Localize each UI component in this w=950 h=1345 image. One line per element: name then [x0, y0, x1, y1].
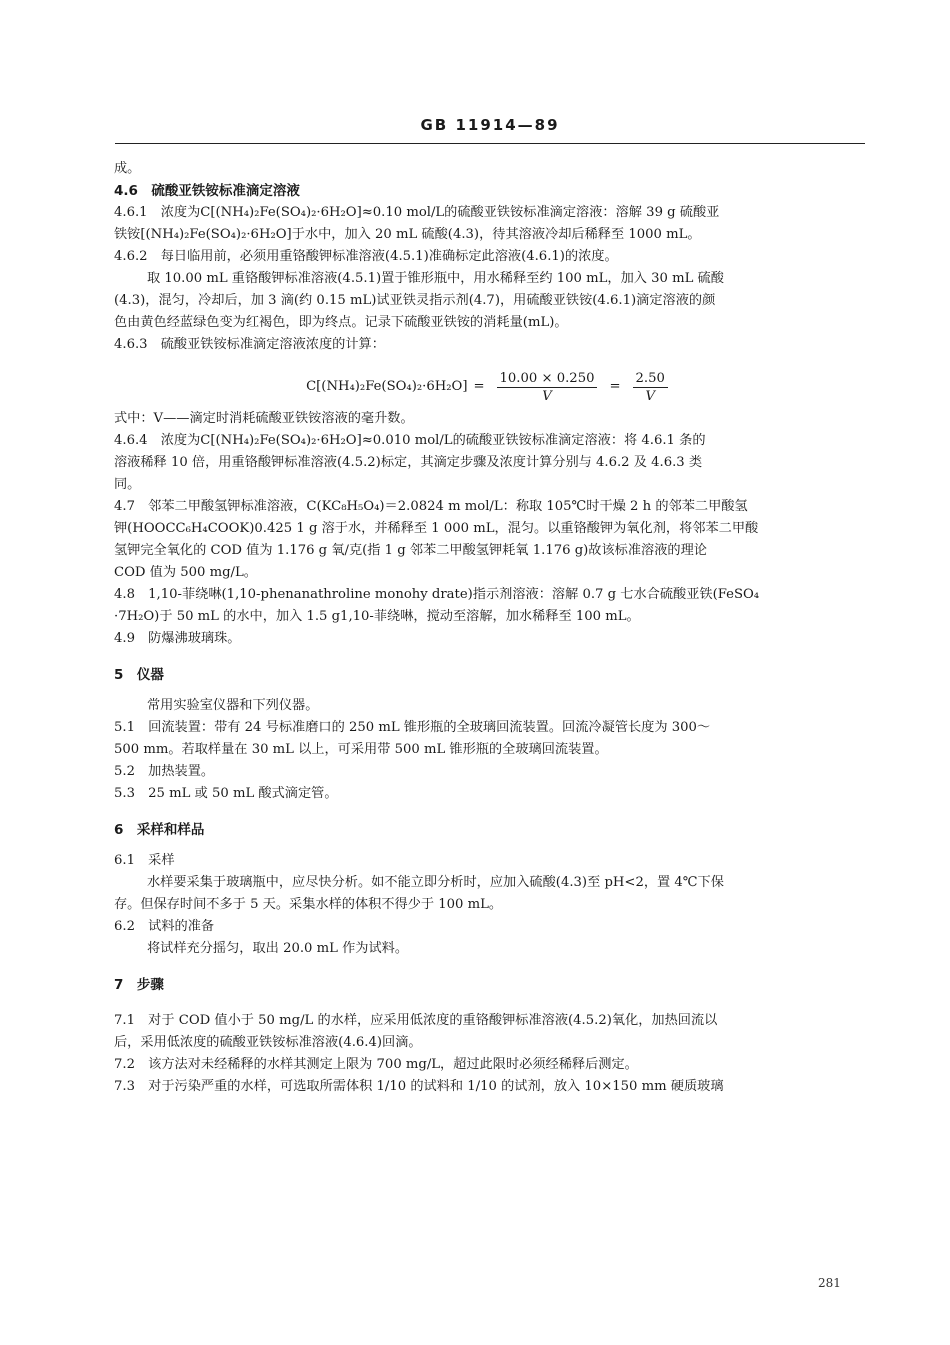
text-line: 铁铵[(NH₄)₂Fe(SO₄)₂·6H₂O]于水中，加入 20 mL 硫酸(4.3)，待其溶液冷却后稀释至 1000 mL。	[114, 227, 701, 242]
text-line: 4.9 防爆沸玻璃珠。	[114, 631, 241, 646]
text-line: 氢钾完全氧化的 COD 值为 1.176 g 氧/克(指 1 g 邻苯二甲酸氢钾耗氧 1.176 g)故该标准溶液的理论	[114, 543, 707, 558]
formula-fraction-1	[497, 370, 598, 405]
formula-denominator-1: V	[542, 388, 552, 404]
text-line: 5.3 25 mL 或 50 mL 酸式滴定管。	[114, 786, 338, 801]
text-line: 成。	[114, 161, 141, 176]
formula-equals: =	[473, 379, 485, 394]
header-rule	[115, 143, 865, 144]
text-line: 后，采用低浓度的硫酸亚铁铵标准溶液(4.6.4)回滴。	[114, 1035, 422, 1050]
text-line: 7.1 对于 COD 值小于 50 mg/L 的水样，应采用低浓度的重铬酸钾标准溶液(4.5.2)氧化，加热回流以	[114, 1013, 718, 1028]
section-heading-7: 7 步骤	[114, 977, 164, 993]
formula-equals: =	[609, 379, 621, 394]
text-line: 将试样充分摇匀，取出 20.0 mL 作为试料。	[147, 941, 409, 956]
text-line: 存。但保存时间不多于 5 天。采集水样的体积不得少于 100 mL。	[114, 897, 503, 912]
text-line: 常用实验室仪器和下列仪器。	[147, 698, 319, 713]
text-line: 5.1 回流装置：带有 24 号标准磨口的 250 mL 锥形瓶的全玻璃回流装置。回流冷凝管长度为 300～	[114, 720, 711, 735]
text-line: 4.6.1 浓度为C[(NH₄)₂Fe(SO₄)₂·6H₂O]≈0.10 mol/L的硫酸亚铁铵标准滴定溶液：溶解 39 g 硫酸亚	[114, 205, 720, 220]
text-line: (4.3)，混匀，冷却后，加 3 滴(约 0.15 mL)试亚铁灵指示剂(4.7)，用硫酸亚铁铵(4.6.1)滴定溶液的颜	[114, 293, 716, 308]
text-line: 式中：V——滴定时消耗硫酸亚铁铵溶液的毫升数。	[114, 411, 414, 426]
text-line: 7.3 对于污染严重的水样，可选取所需体积 1/10 的试料和 1/10 的试剂，放入 10×150 mm 硬质玻璃	[114, 1079, 724, 1094]
text-line: 4.7 邻苯二甲酸氢钾标准溶液，C(KC₈H₅O₄)＝2.0824 m mol/L：称取 105℃时干燥 2 h 的邻苯二甲酸氢	[114, 499, 748, 514]
text-line: 取 10.00 mL 重铬酸钾标准溶液(4.5.1)置于锥形瓶中，用水稀释至约 100 mL，加入 30 mL 硫酸	[147, 271, 724, 286]
formula-fraction-2	[633, 370, 668, 405]
text-line: 4.6.4 浓度为C[(NH₄)₂Fe(SO₄)₂·6H₂O]≈0.010 mol/L的硫酸亚铁铵标准滴定溶液：将 4.6.1 条的	[114, 433, 706, 448]
text-line: 钾(HOOCC₆H₄COOK)0.425 1 g 溶于水，并稀释至 1 000 mL，混匀。以重铬酸钾为氧化剂，将邻苯二甲酸	[114, 521, 759, 536]
text-line: 500 mm。若取样量在 30 mL 以上，可采用带 500 mL 锥形瓶的全玻璃回流装置。	[114, 742, 608, 757]
document-body	[114, 158, 866, 1098]
text-line: 4.6.2 每日临用前，必须用重铬酸钾标准溶液(4.5.1)准确标定此溶液(4.6.1)的浓度。	[114, 249, 618, 264]
text-line: 6.2 试料的准备	[114, 919, 215, 934]
formula-numerator-1: 10.00 × 0.250	[497, 370, 598, 388]
text-line: ·7H₂O)于 50 mL 的水中，加入 1.5 g1,10-菲绕啉，搅动至溶解，加水稀释至 100 mL。	[114, 609, 640, 624]
section-heading-5: 5 仪器	[114, 667, 164, 683]
text-line: 溶液稀释 10 倍，用重铬酸钾标准溶液(4.5.2)标定，其滴定步骤及浓度计算分别与 4.6.2 及 4.6.3 类	[114, 455, 703, 470]
text-line: 4.8 1,10-菲绕啉(1,10-phenanathroline monohy drate)指示剂溶液：溶解 0.7 g 七水合硫酸亚铁(FeSO₄	[114, 587, 760, 602]
page-number: 281	[818, 1276, 841, 1290]
text-line: 4.6.3 硫酸亚铁铵标准滴定溶液浓度的计算：	[114, 337, 385, 352]
formula-numerator-2: 2.50	[633, 370, 668, 388]
formula-lhs: C[(NH₄)₂Fe(SO₄)₂·6H₂O]	[306, 379, 468, 394]
text-line: 6.1 采样	[114, 853, 175, 868]
text-line: 7.2 该方法对未经稀释的水样其测定上限为 700 mg/L，超过此限时必须经稀释后测定。	[114, 1057, 638, 1072]
text-line: 色由黄色经蓝绿色变为红褐色，即为终点。记录下硫酸亚铁铵的消耗量(mL)。	[114, 315, 568, 330]
text-line: 5.2 加热装置。	[114, 764, 215, 779]
text-line: 同。	[114, 477, 141, 492]
standard-header: GB 11914—89	[420, 116, 560, 134]
concentration-formula	[114, 370, 866, 404]
formula-denominator-2: V	[645, 388, 655, 404]
text-line: COD 值为 500 mg/L。	[114, 565, 257, 580]
clause-heading-4-6: 4.6 硫酸亚铁铵标准滴定溶液	[114, 183, 300, 199]
text-line: 水样要采集于玻璃瓶中，应尽快分析。如不能立即分析时，应加入硫酸(4.3)至 pH<2，置 4℃下保	[147, 875, 724, 890]
section-heading-6: 6 采样和样品	[114, 822, 205, 838]
